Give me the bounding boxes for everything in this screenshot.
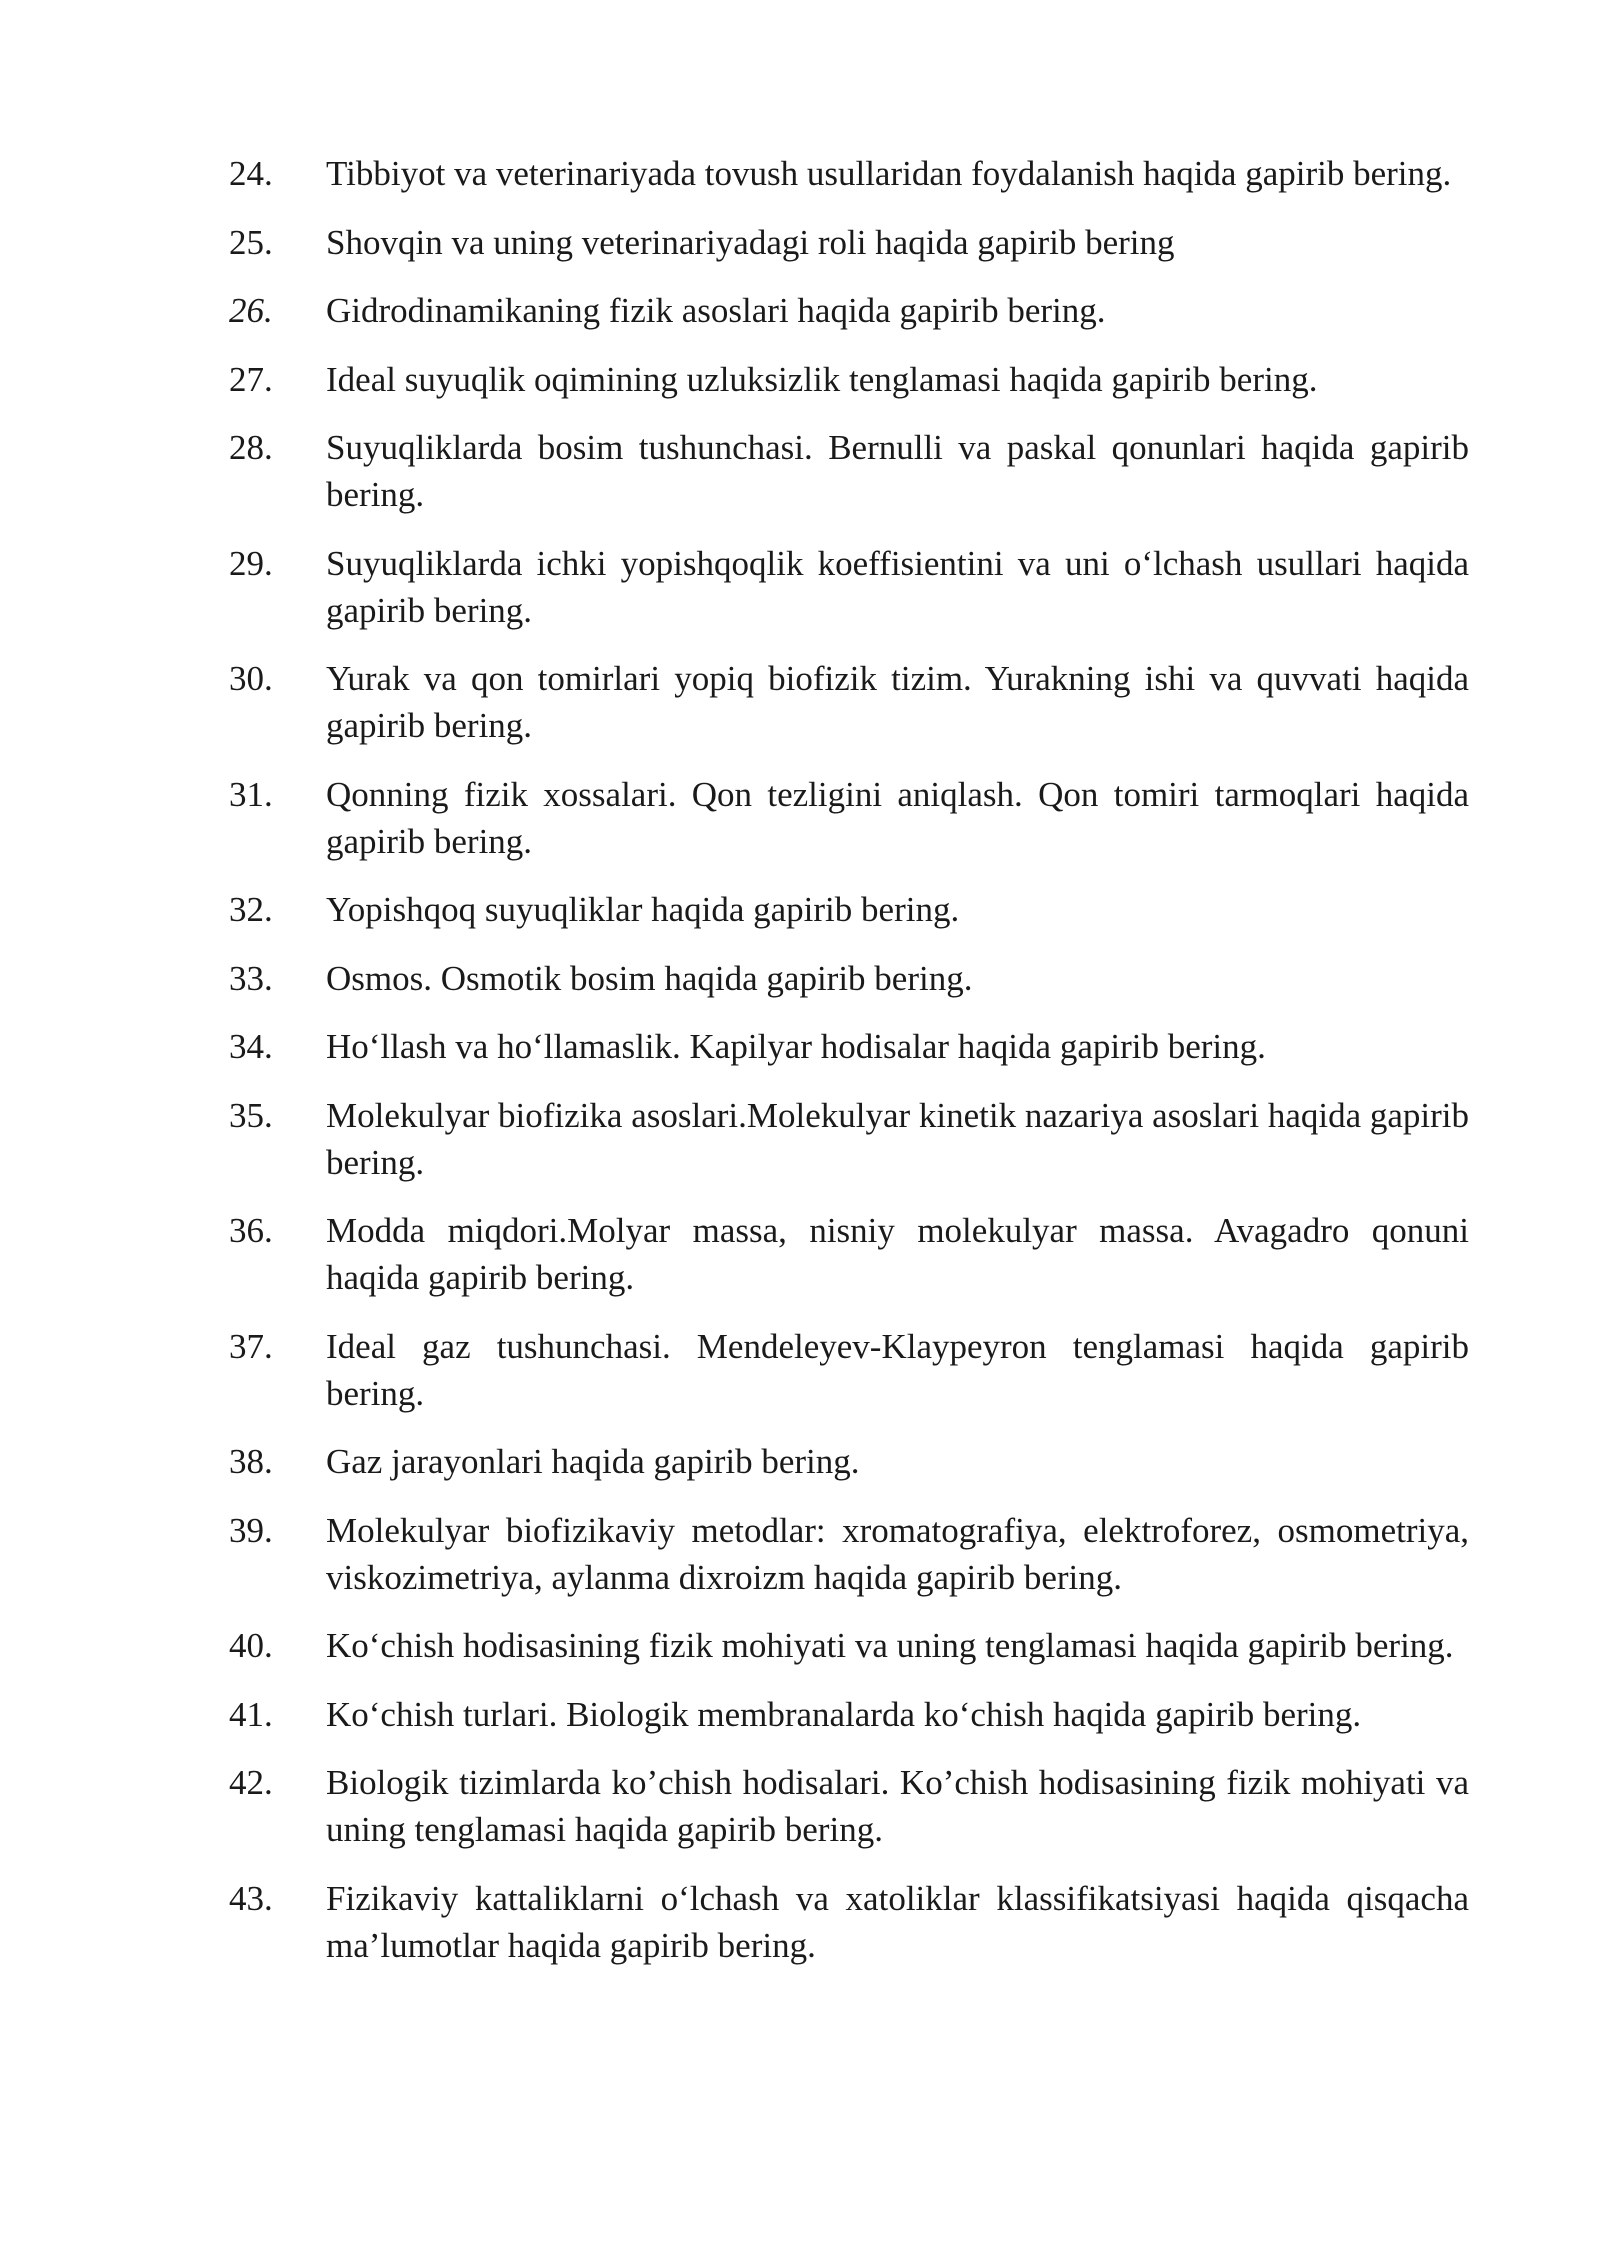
item-text: Ho‘llash va ho‘llamaslik. Kapilyar hodisalar haqida gapirib bering. — [326, 1027, 1266, 1066]
item-number: 38. — [229, 1442, 273, 1481]
item-number: 33. — [229, 958, 273, 998]
item-text: Ko‘chish turlari. Biologik membranalarda ko‘chish haqida gapirib bering. — [326, 1694, 1362, 1734]
item-text: Molekulyar biofizikaviy metodlar: xromatografiya, elektroforez, osmometriya, viskozimetriya, aylanma dixroizm haqida gapirib bering. — [326, 1510, 1469, 1597]
question-list — [229, 150, 1469, 1990]
item-number: 27. — [229, 359, 273, 399]
item-text: Ideal gaz tushunchasi. Mendeleyev-Klaypeyron tenglamasi haqida gapirib bering. — [326, 1326, 1469, 1413]
item-text: Fizikaviy kattaliklarni o‘lchash va xatoliklar klassifikatsiyasi haqida qisqacha ma’lumotlar haqida gapirib bering. — [326, 1878, 1469, 1965]
list-item — [229, 1323, 1469, 1417]
list-item — [229, 1023, 1469, 1070]
item-number: 41. — [229, 1694, 273, 1734]
list-item — [229, 955, 1469, 1002]
list-item — [229, 1691, 1469, 1738]
item-text: Shovqin va uning veterinariyadagi roli haqida gapirib bering — [326, 222, 1175, 262]
list-item — [229, 219, 1469, 266]
list-item — [229, 150, 1469, 197]
list-item — [229, 1438, 1469, 1485]
item-text: Yopishqoq suyuqliklar haqida gapirib bering. — [326, 890, 960, 929]
item-text: Biologik tizimlarda ko’chish hodisalari. Ko’chish hodisasining fizik mohiyati va uning tenglamasi haqida gapirib bering. — [326, 1763, 1469, 1849]
item-number: 34. — [229, 1027, 273, 1066]
item-number: 25. — [229, 222, 273, 262]
item-number: 26. — [229, 291, 273, 330]
list-item — [229, 356, 1469, 403]
list-item — [229, 655, 1469, 749]
item-text: Osmos. Osmotik bosim haqida gapirib bering. — [326, 958, 973, 998]
item-text: Ko‘chish hodisasining fizik mohiyati va uning tenglamasi haqida gapirib bering. — [326, 1626, 1454, 1665]
item-number: 29. — [229, 543, 273, 583]
list-item — [229, 540, 1469, 634]
item-text: Molekulyar biofizika asoslari.Molekulyar kinetik nazariya asoslari haqida gapirib bering. — [326, 1095, 1469, 1182]
list-item — [229, 1759, 1469, 1853]
item-number: 28. — [229, 428, 273, 467]
list-item — [229, 424, 1469, 518]
item-number: 42. — [229, 1763, 273, 1802]
item-text: Suyuqliklarda ichki yopishqoqlik koeffisientini va uni o‘lchash usullari haqida gapirib bering. — [326, 543, 1469, 630]
item-number: 30. — [229, 659, 273, 698]
list-item — [229, 886, 1469, 933]
list-item — [229, 1507, 1469, 1601]
item-text: Suyuqliklarda bosim tushunchasi. Bernulli va paskal qonunlari haqida gapirib bering. — [326, 428, 1469, 514]
item-number: 39. — [229, 1510, 273, 1550]
item-number: 32. — [229, 890, 273, 929]
list-item — [229, 1207, 1469, 1301]
item-text: Modda miqdori.Molyar massa, nisniy molekulyar massa. Avagadro qonuni haqida gapirib bering. — [326, 1211, 1469, 1297]
item-text: Qonning fizik xossalari. Qon tezligini aniqlash. Qon tomiri tarmoqlari haqida gapirib bering. — [326, 774, 1469, 861]
item-text: Ideal suyuqlik oqimining uzluksizlik tenglamasi haqida gapirib bering. — [326, 359, 1318, 399]
list-item — [229, 771, 1469, 865]
list-item — [229, 287, 1469, 334]
item-number: 40. — [229, 1626, 273, 1665]
list-item — [229, 1875, 1469, 1969]
list-item — [229, 1092, 1469, 1186]
list-item — [229, 1622, 1469, 1669]
item-number: 31. — [229, 774, 273, 814]
item-number: 24. — [229, 154, 273, 193]
item-number: 37. — [229, 1326, 273, 1366]
item-text: Gidrodinamikaning fizik asoslari haqida gapirib bering. — [326, 291, 1106, 330]
item-number: 36. — [229, 1211, 273, 1250]
item-text: Yurak va qon tomirlari yopiq biofizik tizim. Yurakning ishi va quvvati haqida gapirib bering. — [326, 659, 1469, 745]
item-number: 35. — [229, 1095, 273, 1135]
item-text: Gaz jarayonlari haqida gapirib bering. — [326, 1442, 860, 1481]
item-number: 43. — [229, 1878, 273, 1918]
item-text: Tibbiyot va veterinariyada tovush usullaridan foydalanish haqida gapirib bering. — [326, 154, 1452, 193]
